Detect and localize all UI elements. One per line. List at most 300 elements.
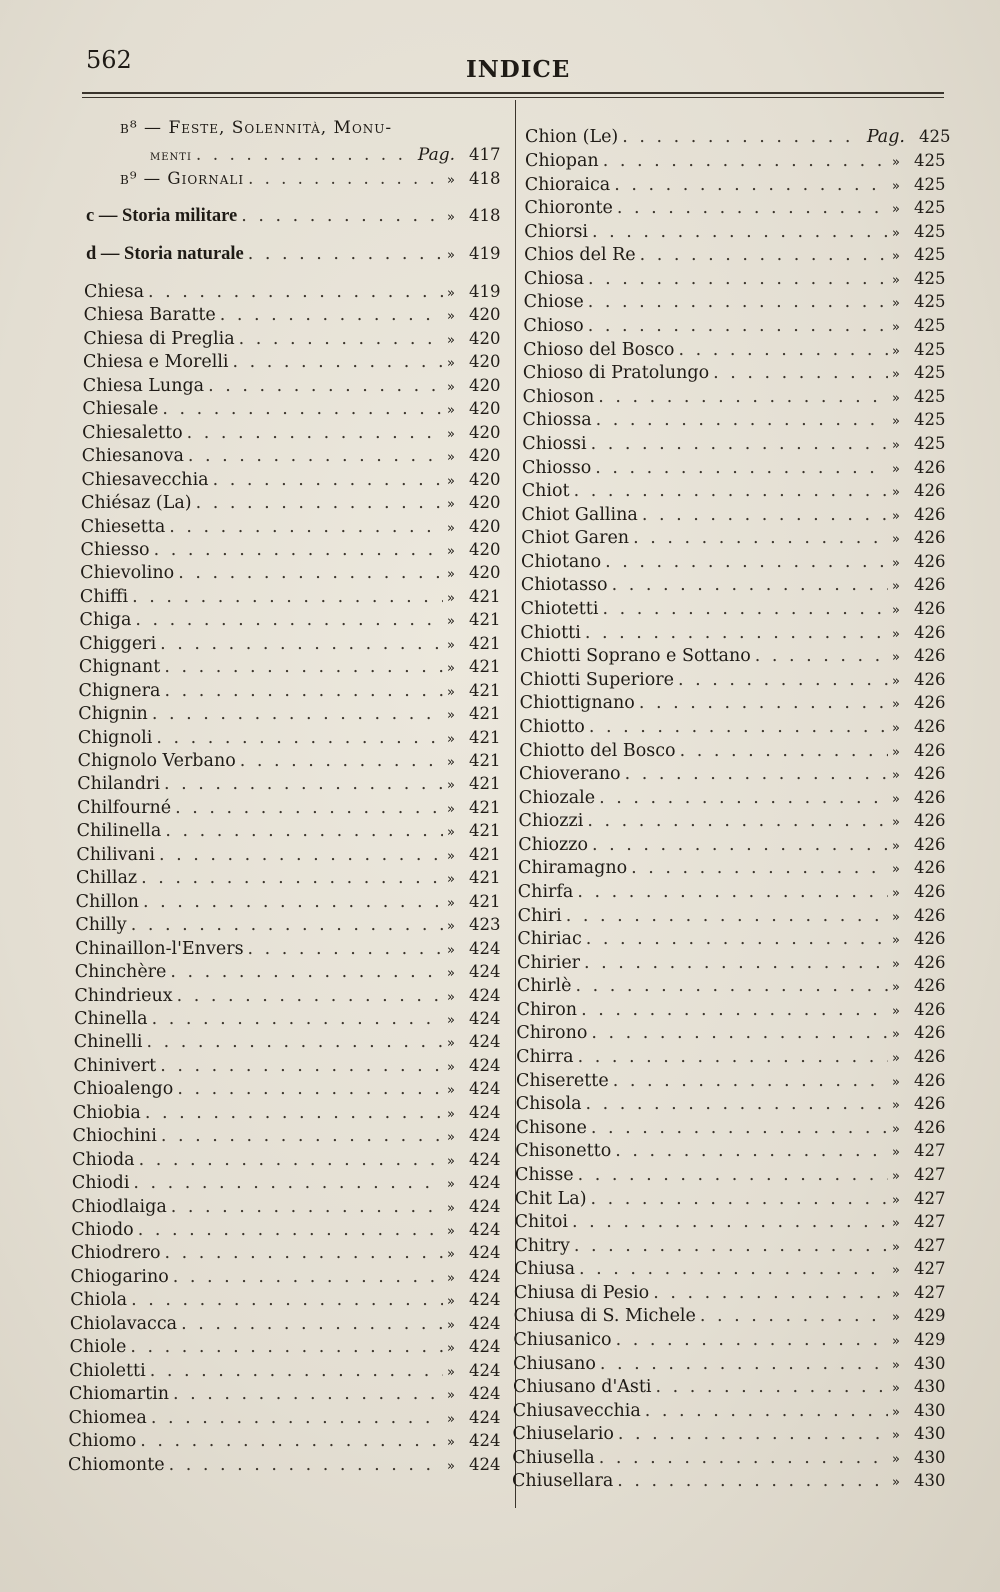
entry-name: menti	[150, 148, 192, 164]
leader-dots	[196, 145, 414, 165]
leader-dots	[588, 269, 888, 289]
leader-dots	[165, 821, 443, 841]
leader-dots	[164, 774, 443, 794]
ditto-mark: »	[891, 343, 900, 359]
page-ref: 424	[468, 1243, 501, 1263]
entry-name: Chiose	[523, 292, 584, 313]
leader-dots	[591, 1023, 888, 1043]
ditto-mark: »	[892, 1286, 900, 1302]
ditto-mark: »	[446, 309, 455, 325]
index-entry	[516, 999, 946, 1024]
page-ref: 426	[913, 528, 946, 548]
entry-name: Chiesetta	[80, 516, 166, 537]
ditto-mark: »	[446, 755, 455, 770]
ditto-mark: »	[446, 1106, 455, 1122]
leader-dots	[156, 728, 443, 748]
leader-dots	[618, 1424, 888, 1444]
index-entry	[75, 915, 501, 939]
page-ref: 424	[469, 1454, 501, 1474]
leader-dots	[566, 906, 888, 926]
page-ref: 427	[914, 1282, 946, 1302]
leader-dots	[656, 1377, 888, 1397]
leader-dots	[170, 962, 443, 982]
ditto-mark: »	[891, 791, 900, 807]
page-ref: 425	[913, 245, 946, 265]
entry-name: Chiotti Superiore	[519, 669, 674, 690]
entry-name: Chinelli	[73, 1032, 143, 1053]
entry-name: Chiesa e Morelli	[83, 352, 229, 373]
index-entry	[73, 1079, 501, 1103]
ditto-mark: »	[891, 885, 900, 901]
ditto-mark: »	[892, 980, 900, 996]
ditto-mark: »	[446, 1388, 455, 1404]
leader-dots	[616, 1330, 888, 1350]
page-ref: 420	[468, 375, 501, 395]
ditto-mark: »	[891, 744, 900, 760]
ditto-mark: »	[446, 1411, 455, 1427]
entry-name: Chiuselario	[512, 1424, 614, 1445]
index-entry	[76, 844, 501, 869]
page-ref: 426	[913, 716, 946, 736]
leader-dots	[574, 1236, 888, 1256]
section-c	[86, 206, 501, 230]
index-entry	[76, 797, 501, 822]
leader-dots	[240, 751, 443, 771]
ditto-mark: »	[447, 1458, 455, 1474]
ditto-mark: »	[446, 379, 455, 395]
leader-dots	[181, 1314, 443, 1334]
entry-name: Chiodrero	[70, 1243, 161, 1264]
ditto-mark: »	[892, 485, 900, 501]
leader-dots	[678, 670, 888, 690]
index-entry	[84, 282, 501, 306]
entry-name: Chioso	[523, 316, 584, 337]
page-ref: 430	[914, 1353, 946, 1373]
leader-dots	[177, 1079, 443, 1099]
ditto-mark: »	[892, 1216, 900, 1232]
page-ref: 418	[469, 169, 501, 188]
index-entry	[523, 268, 946, 293]
entry-name: Chiomonte	[68, 1454, 165, 1475]
leader-dots	[642, 505, 888, 525]
page-ref: 426	[913, 764, 946, 784]
leader-dots	[579, 1259, 888, 1279]
page-ref: 424	[468, 1008, 501, 1028]
ditto-mark: »	[446, 1036, 455, 1052]
ditto-mark: »	[446, 684, 455, 700]
leader-dots	[133, 1173, 443, 1193]
page-ref: 421	[468, 680, 501, 700]
page-ref: 425	[914, 316, 946, 336]
entry-name: Chiri	[517, 905, 562, 926]
entry-name: Chiésaz (La)	[81, 493, 192, 514]
index-entry	[518, 811, 946, 835]
index-entry	[75, 938, 501, 963]
leader-dots	[148, 282, 443, 302]
entry-name: Chirlè	[516, 976, 572, 997]
page-ref: 424	[468, 1431, 501, 1451]
page-ref: 426	[913, 504, 946, 524]
page-ref: 430	[914, 1400, 946, 1420]
ditto-mark: »	[446, 1341, 455, 1357]
index-entry	[515, 1164, 946, 1189]
page-ref: 426	[913, 1047, 946, 1067]
page-ref: 425	[913, 339, 946, 359]
index-entry	[512, 1471, 946, 1495]
leader-dots	[196, 493, 443, 513]
page-ref: 424	[468, 1126, 501, 1146]
leader-dots	[599, 788, 888, 808]
ditto-mark: »	[891, 673, 900, 689]
ditto-mark: »	[446, 1130, 455, 1146]
ditto-mark: »	[891, 862, 900, 878]
leader-dots	[586, 929, 888, 949]
ditto-mark: »	[892, 155, 900, 170]
index-entry	[76, 821, 501, 845]
page-ref: 426	[913, 881, 946, 901]
index-entry	[73, 1055, 501, 1080]
index-entry	[70, 1290, 501, 1314]
page-ref: 427	[914, 1141, 946, 1161]
index-entry	[79, 610, 501, 634]
leader-dots	[135, 610, 443, 630]
leader-dots	[177, 986, 443, 1006]
ditto-mark: »	[891, 1098, 900, 1114]
leader-dots	[154, 540, 443, 560]
page-ref: 426	[913, 952, 946, 972]
leader-dots	[589, 717, 888, 737]
page-ref: 420	[468, 352, 501, 372]
index-entry	[68, 1407, 501, 1432]
leader-dots	[587, 811, 888, 831]
entry-name: Chioso del Bosco	[523, 339, 675, 360]
leader-dots	[188, 446, 443, 466]
index-entry	[69, 1313, 501, 1338]
entry-name: Chiossi	[522, 433, 587, 454]
page-ref: 420	[468, 446, 501, 466]
page-ref: 424	[468, 1055, 501, 1075]
page-ref: 421	[468, 704, 501, 724]
leader-dots	[755, 646, 888, 666]
entry-name: Chisonetto	[515, 1141, 612, 1162]
ditto-mark: »	[891, 768, 900, 784]
entry-name: Chiotetti	[520, 599, 599, 620]
page-ref: 424	[468, 1220, 501, 1239]
index-entry	[524, 198, 946, 222]
ditto-mark: »	[446, 801, 455, 817]
ditto-mark: »	[892, 1451, 900, 1467]
entry-name: Chiffi	[79, 586, 129, 607]
index-entry	[82, 422, 501, 447]
ditto-mark: »	[892, 1475, 900, 1491]
entry-name: Chiesa di Preglia	[83, 328, 235, 349]
index-entry	[514, 1188, 946, 1213]
index-entry	[70, 1243, 501, 1267]
leader-dots	[592, 222, 888, 242]
page-ref: 430	[914, 1377, 946, 1397]
page-ref: 425	[913, 363, 946, 383]
index-entry	[520, 599, 946, 623]
index-entry	[512, 1400, 946, 1425]
leader-dots	[680, 741, 888, 761]
leader-dots	[143, 892, 443, 912]
leader-dots	[173, 1384, 443, 1404]
leader-dots	[132, 587, 443, 607]
ditto-mark: »	[446, 567, 455, 583]
index-entry	[83, 305, 501, 329]
page-ref: 425	[914, 151, 946, 170]
page-ref: 430	[914, 1471, 946, 1491]
index-entry	[515, 1094, 946, 1118]
ditto-mark: »	[891, 367, 900, 383]
entry-name: Chiomea	[68, 1407, 147, 1428]
ditto-mark: »	[447, 286, 455, 301]
entry-name: Chiga	[79, 610, 132, 631]
ditto-mark: »	[446, 1177, 455, 1193]
index-entry	[523, 316, 946, 340]
index-entry	[68, 1454, 501, 1479]
entry-name: Chilandri	[77, 774, 160, 795]
page-ref: 424	[468, 1337, 501, 1357]
index-entry	[80, 516, 501, 541]
entry-name: Chilivani	[76, 844, 155, 865]
index-entry	[516, 1023, 946, 1047]
index-entry	[513, 1282, 946, 1307]
page-ref: 424	[468, 962, 501, 982]
ditto-mark: »	[891, 555, 900, 571]
index-entry	[69, 1337, 501, 1361]
page-ref: 425	[913, 198, 946, 218]
index-entry	[525, 127, 951, 151]
index-entry	[517, 952, 946, 977]
page-ref: 427	[914, 1259, 946, 1279]
ditto-mark: »	[446, 473, 455, 489]
leader-dots	[140, 1431, 443, 1451]
leader-dots	[572, 1212, 888, 1232]
entry-name: Chios del Re	[524, 245, 636, 266]
ditto-mark: »	[446, 731, 455, 747]
page-ref: 421	[468, 821, 501, 841]
page-ref: 420	[468, 469, 501, 489]
index-entry	[520, 575, 946, 599]
entry-name: Chilfourné	[76, 797, 172, 818]
ditto-mark: »	[446, 426, 455, 442]
ditto-mark: »	[446, 1247, 455, 1263]
entry-name: Chiozzi	[518, 811, 584, 832]
entry-name: Chioso di Pratolungo	[522, 363, 710, 384]
ditto-mark: »	[446, 543, 455, 559]
entry-name: Chignolo Verbano	[77, 751, 236, 771]
index-entry	[68, 1431, 501, 1455]
entry-name: Chinaillon-l'Envers	[75, 938, 244, 959]
index-entry	[78, 657, 501, 681]
leader-dots	[139, 1150, 443, 1170]
page-ref: 429	[914, 1306, 946, 1326]
page-ref: 424	[468, 1196, 501, 1216]
leader-dots	[639, 693, 888, 713]
entry-name: Chiesale	[82, 399, 159, 420]
entry-name: Chiron	[516, 999, 578, 1020]
page-ref: 421	[468, 586, 501, 606]
ditto-mark: »	[891, 1051, 900, 1067]
ditto-mark: »	[891, 909, 900, 925]
ditto-mark: »	[892, 1310, 900, 1326]
ditto-mark: »	[446, 778, 455, 794]
page-ref: 425	[913, 410, 946, 430]
page-ref: 425	[919, 127, 951, 146]
index-entry	[521, 504, 946, 529]
leader-dots	[152, 704, 443, 724]
ditto-mark: »	[891, 1027, 900, 1043]
index-entry	[74, 985, 501, 1010]
leader-dots	[160, 634, 443, 654]
entry-name: Chiserette	[515, 1070, 609, 1091]
section-b8-line1: b⁸ — Feste, Solennità, Monu-	[120, 118, 393, 138]
index-entry	[521, 528, 946, 552]
entry-name: Chiggeri	[79, 633, 157, 654]
page-ref: 426	[913, 858, 946, 878]
leader-dots	[645, 1401, 888, 1421]
entry-name: Chisola	[515, 1094, 582, 1115]
leader-dots	[248, 939, 443, 959]
page-ref: 426	[914, 811, 946, 831]
entry-name: Chillon	[75, 891, 139, 912]
page-ref: 426	[914, 976, 946, 996]
leader-dots	[152, 1009, 443, 1029]
leader-dots	[248, 244, 443, 264]
ditto-mark: »	[892, 1239, 900, 1255]
entry-name: Chinivert	[73, 1055, 157, 1076]
page-ref: 420	[468, 422, 501, 442]
page-ref: 426	[913, 905, 946, 925]
leader-dots	[625, 764, 888, 784]
entry-name: Chignoli	[77, 727, 153, 748]
index-entry	[77, 727, 501, 752]
entry-name: Chinella	[74, 1008, 148, 1029]
page-ref: 420	[468, 493, 501, 513]
entry-name: Chiorsi	[524, 221, 589, 242]
ditto-mark: »	[891, 1074, 900, 1090]
ditto-mark: »	[891, 838, 900, 854]
entry-name: Chirra	[516, 1047, 574, 1068]
page-ref: 421	[468, 727, 501, 747]
page-ref: 418	[469, 206, 501, 225]
index-entry	[71, 1173, 501, 1197]
ditto-mark: »	[891, 626, 900, 642]
index-entry	[75, 891, 501, 916]
ditto-mark: »	[446, 848, 455, 864]
page-ref: 430	[914, 1424, 946, 1444]
page-ref: 417	[469, 145, 501, 164]
ditto-mark: »	[446, 989, 455, 1005]
ditto-mark: »	[891, 202, 900, 218]
leader-dots	[575, 976, 888, 996]
ditto-mark: »	[891, 437, 900, 453]
ditto-mark: »	[446, 708, 455, 724]
page-ref: 421	[468, 751, 501, 770]
leader-dots	[617, 198, 888, 218]
ditto-mark: »	[446, 1059, 455, 1075]
entry-name: c — Storia militare	[86, 206, 238, 226]
page-ref: 424	[468, 938, 501, 958]
leader-dots	[165, 1243, 443, 1263]
ditto-mark: »	[892, 1381, 900, 1397]
page-ref: 424	[468, 1290, 501, 1310]
page-ref: 421	[468, 610, 501, 630]
page-ref: 424	[468, 1407, 501, 1427]
ditto-mark: »	[446, 1153, 455, 1169]
page-ref: 423	[468, 915, 501, 935]
leader-dots	[241, 206, 443, 226]
index-entry	[512, 1424, 946, 1448]
leader-dots	[175, 798, 443, 818]
leader-dots	[613, 1071, 888, 1091]
ditto-mark: »	[892, 1404, 900, 1420]
entry-name: Chiusavecchia	[512, 1400, 641, 1421]
entry-name: Chiotto	[519, 716, 585, 737]
entry-name: Chiogarino	[70, 1266, 169, 1287]
index-entry	[521, 481, 946, 505]
leader-dots	[612, 575, 888, 595]
leader-dots	[213, 470, 443, 490]
leader-dots	[591, 1118, 888, 1138]
page-ref: 426	[913, 740, 946, 760]
entry-name: Chiramagno	[518, 858, 628, 879]
page-ref: 427	[913, 1164, 946, 1184]
page-ref: 421	[469, 868, 501, 888]
entry-name: Chiotasso	[520, 575, 608, 596]
index-entry	[82, 375, 501, 400]
index-entry	[514, 1212, 946, 1236]
index-entry	[520, 646, 946, 670]
ditto-mark: »	[891, 508, 900, 524]
entry-name: Chit La)	[514, 1188, 587, 1209]
leader-dots	[678, 340, 888, 360]
index-entry	[518, 834, 946, 859]
page-ref: 419	[469, 282, 501, 301]
entry-name: Chirier	[517, 952, 581, 973]
index-entry	[72, 1149, 501, 1174]
ditto-mark: »	[446, 1294, 455, 1310]
leader-dots	[581, 1000, 888, 1020]
leader-dots	[131, 915, 443, 935]
entry-name: Chilly	[75, 915, 127, 936]
entry-name: Chiozzo	[518, 834, 589, 855]
entry-name: Chiossa	[522, 410, 592, 431]
index-entry	[80, 539, 501, 564]
ditto-mark: »	[446, 614, 455, 630]
entry-name: Chiosa	[523, 268, 585, 289]
index-entry	[516, 976, 946, 1000]
leader-dots	[603, 151, 888, 171]
ditto-mark: »	[892, 1263, 900, 1279]
leader-dots	[151, 1408, 443, 1428]
entry-name: Chiusa	[514, 1259, 576, 1280]
leader-dots	[173, 1267, 443, 1287]
ditto-mark: »	[446, 661, 455, 677]
entry-name: Chiodi	[71, 1173, 130, 1194]
entry-name: Chioraica	[524, 174, 611, 195]
index-entry	[71, 1196, 501, 1221]
entry-name: b⁹ — Giornali	[120, 169, 245, 188]
index-entry	[70, 1266, 501, 1291]
leader-dots	[130, 1337, 443, 1357]
leader-dots	[596, 410, 888, 430]
ditto-mark: »	[447, 210, 455, 225]
ditto-mark: »	[891, 272, 900, 288]
leader-dots	[584, 953, 888, 973]
index-entry	[78, 704, 501, 728]
